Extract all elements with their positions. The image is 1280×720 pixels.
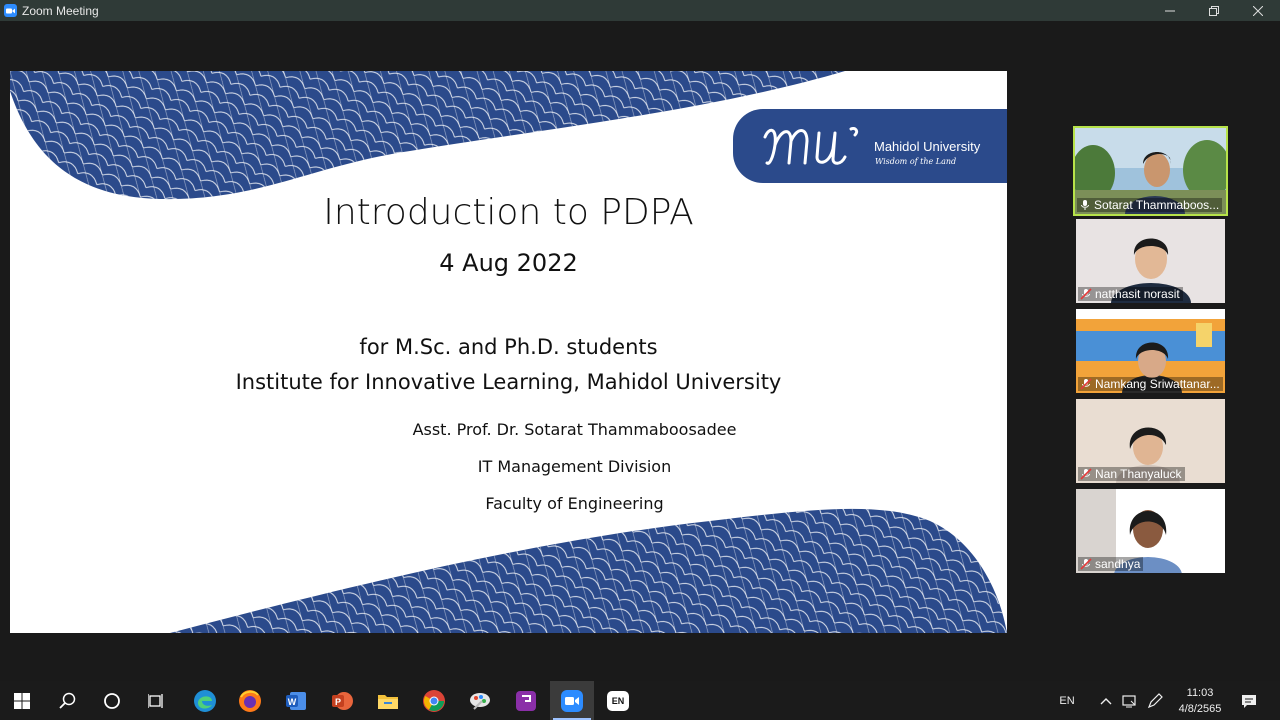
participant-name: sandhya (1095, 557, 1141, 571)
muted-mic-icon (1080, 378, 1092, 390)
zoom-logo-icon (4, 4, 17, 17)
participant-name: natthasit norasit (1095, 287, 1180, 301)
start-button[interactable] (0, 681, 44, 720)
close-icon (1253, 6, 1263, 16)
participant-name-label (1077, 198, 1222, 212)
input-language-indicator[interactable]: EN (1059, 694, 1075, 707)
keyboard-language-taskbar-button[interactable] (596, 681, 640, 720)
start-icon (14, 693, 30, 709)
window-title: Zoom Meeting (22, 3, 99, 18)
keyboard-language-badge: EN (611, 695, 625, 706)
pen-tray-button[interactable] (1144, 681, 1166, 720)
slide-date: 4 Aug 2022 (439, 249, 578, 277)
network-icon (1121, 693, 1137, 709)
zoom-taskbar-button[interactable] (550, 681, 594, 720)
slide-presenter: Asst. Prof. Dr. Sotarat Thammaboosadee (412, 420, 737, 439)
participant-video-tile[interactable] (1076, 489, 1225, 573)
clock-time: 11:03 (1186, 687, 1214, 699)
search-icon (59, 692, 77, 710)
minimize-button[interactable] (1148, 0, 1192, 21)
word-taskbar-button[interactable] (274, 681, 318, 720)
svg-text:P: P (334, 696, 342, 707)
powerpoint-taskbar-button[interactable] (320, 681, 364, 720)
slide-audience: for M.Sc. and Ph.D. students (359, 335, 658, 359)
edge-icon (193, 689, 217, 713)
firefox-icon (238, 689, 262, 713)
cortana-button[interactable] (90, 681, 134, 720)
slide-faculty: Faculty of Engineering (485, 494, 664, 513)
network-tray-button[interactable] (1118, 681, 1140, 720)
windows-taskbar (0, 681, 1280, 720)
muted-mic-icon (1080, 288, 1092, 300)
edge-taskbar-button[interactable] (183, 681, 227, 720)
participant-name-label (1078, 287, 1183, 301)
slide-title: Introduction to PDPA (323, 192, 694, 233)
paint-3d-icon (468, 689, 492, 713)
file-explorer-taskbar-button[interactable] (366, 681, 410, 720)
active-speaker-icon (1079, 199, 1091, 211)
participant-video-tile[interactable] (1076, 399, 1225, 483)
logo-tagline: Wisdom of the Land (875, 157, 957, 166)
participant-video-tile[interactable] (1076, 309, 1225, 393)
zoom-icon (560, 689, 584, 713)
pen-icon (1147, 693, 1163, 709)
slide-division: IT Management Division (477, 457, 672, 476)
system-clock[interactable] (1170, 685, 1230, 717)
notification-icon (1241, 693, 1257, 709)
slide-institute: Institute for Innovative Learning, Mahidol University (235, 370, 782, 394)
paint-3d-taskbar-button[interactable] (458, 681, 502, 720)
cortana-icon (103, 692, 121, 710)
close-button[interactable] (1236, 0, 1280, 21)
mahidol-logo-banner (733, 109, 1007, 183)
show-hidden-icons-button[interactable] (1096, 681, 1116, 720)
file-explorer-icon (376, 689, 400, 713)
notifications-button[interactable] (1236, 681, 1262, 720)
clock-date: 4/8/2565 (1178, 703, 1222, 715)
participant-name-label (1078, 467, 1185, 481)
participant-name: Sotarat Thammaboos... (1094, 198, 1220, 212)
search-button[interactable] (46, 681, 90, 720)
word-icon (284, 689, 308, 713)
restore-icon (1209, 6, 1219, 16)
muted-mic-icon (1080, 468, 1092, 480)
shared-screen-slide (10, 71, 1007, 633)
mahidol-logo-mark-icon (759, 119, 869, 171)
participant-video-tile[interactable] (1076, 219, 1225, 303)
svg-text:W: W (287, 696, 297, 707)
participant-name-label (1078, 377, 1223, 391)
chrome-taskbar-button[interactable] (412, 681, 456, 720)
powerpoint-icon (330, 689, 354, 713)
restore-button[interactable] (1192, 0, 1236, 21)
chrome-icon (422, 689, 446, 713)
participant-video-tile[interactable] (1073, 126, 1228, 216)
participant-name: Nan Thanyaluck (1095, 467, 1182, 481)
task-view-button[interactable] (135, 681, 179, 720)
logo-university-name: Mahidol University (874, 139, 981, 154)
minimize-icon (1165, 6, 1175, 16)
firefox-taskbar-button[interactable] (228, 681, 272, 720)
chevron-up-icon (1100, 697, 1112, 705)
window-title-bar (0, 0, 1280, 21)
muted-mic-icon (1080, 558, 1092, 570)
app-taskbar-button[interactable] (504, 681, 548, 720)
task-view-icon (148, 692, 166, 710)
participant-name: Namkang Sriwattanar... (1095, 377, 1220, 391)
participant-name-label (1078, 557, 1143, 571)
app-icon (514, 689, 538, 713)
